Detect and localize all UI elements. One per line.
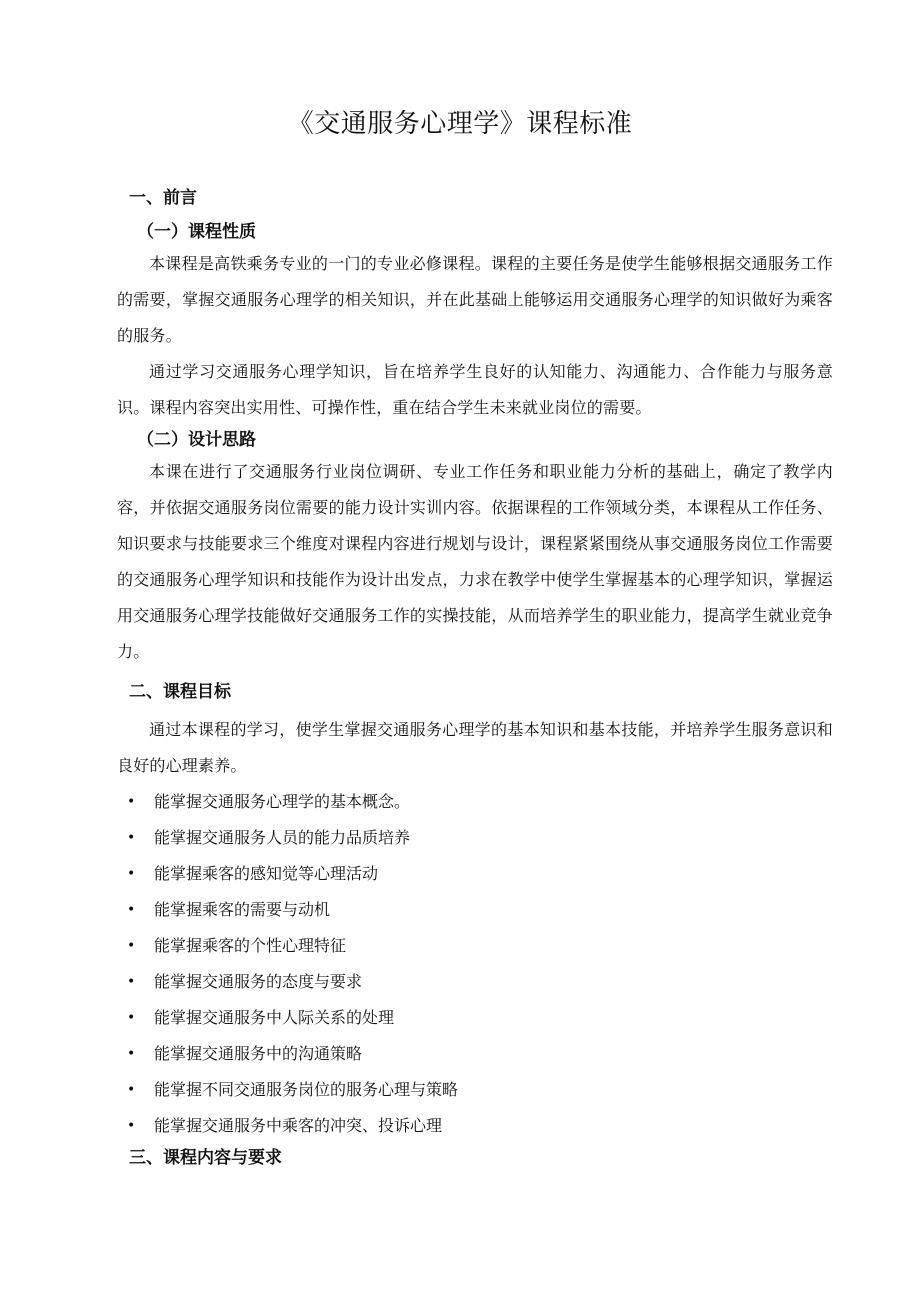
- list-item: [117, 928, 833, 964]
- paragraph-objectives-1: 通过本课程的学习，使学生掌握交通服务心理学的基本知识和基本技能，并培养学生服务意识和良好的心理素养。: [117, 720, 833, 775]
- objectives-list: [117, 784, 833, 1144]
- list-item: [117, 964, 833, 1000]
- section-heading-objectives: 二、课程目标: [129, 682, 231, 702]
- paragraph-nature-1: 本课程是高铁乘务专业的一门的专业必修课程。课程的主要任务是使学生能够根据交通服务工作的需要，掌握交通服务心理学的相关知识，并在此基础上能够运用交通服务心理学的知识做好为乘客的服务。: [117, 254, 833, 345]
- bullet-icon: •: [127, 1118, 136, 1134]
- bullet-icon: •: [127, 794, 136, 810]
- list-item: [117, 820, 833, 856]
- list-item-text: 能掌握乘客的个性心理特征: [154, 936, 347, 955]
- list-item-text: 能掌握乘客的感知觉等心理活动: [154, 864, 379, 883]
- list-item-text: 能掌握交通服务中乘客的冲突、投诉心理: [154, 1116, 443, 1135]
- list-item-text: 能掌握交通服务人员的能力品质培养: [154, 828, 411, 847]
- bullet-icon: •: [127, 1010, 136, 1026]
- paragraph-nature-2: 通过学习交通服务心理学知识，旨在培养学生良好的认知能力、沟通能力、合作能力与服务意识。课程内容突出实用性、可操作性，重在结合学生未来就业岗位的需要。: [117, 362, 833, 417]
- list-item-text: 能掌握不同交通服务岗位的服务心理与策略: [154, 1080, 459, 1099]
- list-item-text: 能掌握交通服务的态度与要求: [154, 972, 363, 991]
- subsection-heading-nature: （一）课程性质: [137, 222, 256, 242]
- list-item-text: 能掌握乘客的需要与动机: [154, 900, 331, 919]
- document-title: 《交通服务心理学》课程标准: [287, 109, 633, 139]
- bullet-icon: •: [127, 938, 136, 954]
- list-item: [117, 892, 833, 928]
- list-item: [117, 1072, 833, 1108]
- paragraph-design-1: 本课在进行了交通服务行业岗位调研、专业工作任务和职业能力分析的基础上，确定了教学内容，并依据交通服务岗位需要的能力设计实训内容。依据课程的工作领域分类，本课程从工作任务、知识要求与技能要求三个维度对课程内容进行规划与设计，课程紧紧围绕从事交通服务岗位工作需要的交通服务心理学知识和技能作为设计出发点，力求在教学中使学生掌握基本的心理学知识，掌握运用交通服务心理学技能做好交通服务工作的实操技能，从而培养学生的职业能力，提高学生就业竞争力。: [117, 462, 833, 661]
- section-heading-content: 三、课程内容与要求: [129, 1148, 282, 1168]
- bullet-icon: •: [127, 902, 136, 918]
- list-item-text: 能掌握交通服务中人际关系的处理: [154, 1008, 395, 1027]
- bullet-icon: •: [127, 866, 136, 882]
- subsection-heading-design: （二）设计思路: [137, 430, 256, 450]
- bullet-icon: •: [127, 830, 136, 846]
- list-item: [117, 1000, 833, 1036]
- section-heading-preface: 一、前言: [129, 188, 197, 208]
- list-item: [117, 856, 833, 892]
- bullet-icon: •: [127, 974, 136, 990]
- list-item: [117, 784, 833, 820]
- bullet-icon: •: [127, 1082, 136, 1098]
- list-item-text: 能掌握交通服务中的沟通策略: [154, 1044, 363, 1063]
- bullet-icon: •: [127, 1046, 136, 1062]
- list-item: [117, 1036, 833, 1072]
- list-item: [117, 1108, 833, 1144]
- document-body: [117, 184, 833, 1172]
- list-item-text: 能掌握交通服务心理学的基本概念。: [154, 792, 411, 811]
